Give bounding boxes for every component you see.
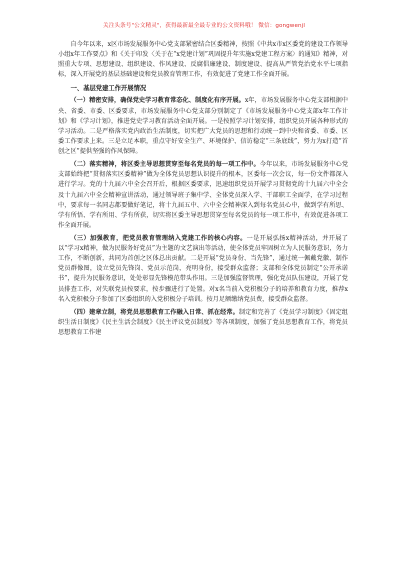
document-body — [58, 40, 348, 341]
item-paragraph-1 — [58, 96, 348, 157]
item-lead-4: （四）建章立制，将党员思想教育工作融入日常、抓在经常。 — [70, 308, 239, 316]
intro-paragraph: 自今年以来，x区市场发展服务中心党支部紧密结合区委精神，按照《中共x市x区委党的建设工作领导小组x年工作要点》和《关于印发〈关于在“x党建计划”巩固提升年实施x党建工程方案〉的通知》精神，对照重大专项、思想建设、组织建设、作风建设、反腐倡廉建设、制度建设、提高从严管党治党水平七项指标，深入开展党的基层基础建设和党员教育管理工作，有效促进了党建工作全面开展。 — [58, 41, 348, 79]
item-body-4: 制定和完善了《党员学习制度》《固定组织生活日制度》《民主生活会制度》《民主评议党员制度》等各项制度，加强了党员思想教育工作，将党员思想教育工作建 — [58, 308, 348, 337]
item-body-3: 一是开展弘扬x精神活动，并开展了以“学习x精神，做为民服务好党员”为主题的文艺演出等活动，使全体党员牢固树立为人民服务意识，务力工作，不断创新，共同为首创之区体总出贡献。二是开展“党员身份、当先锋”，通过统一佩戴党徽、制作党员群像图，设立党员先锋岗、党员示范岗，亮明身份，接受群众监督；支部和全体党员制定“公开承诺书”，提升为民服务意识，处处彰显先锋模范带头作用。三是加强监督管理，强化党员队伍建设，开展了党员排查工作，对失联党员按要求，按步骤进行了处置。对x名当前入党积极分子的培养和教育力度，推荐x名入党积极分子参加了区委组织的入党积极分子培训。按月足额缴纳党员费，接受群众监督。 — [58, 235, 348, 303]
item-paragraph-3 — [58, 234, 348, 305]
item-body-2: 今年以来，市场发展服务中心党支部始终把“贯彻落实区委精神”做为全体党员思想认识提升的根本，区委每一次会议，每一份文件都深入进行学习。党的十九届六中全会召开后，根据区委要求，迅速组织党员开展学习贯彻党的十九届六中全会及十九届六中全会精神宣讲活动，通过领导班子集中学、全体党员深入学、干部职工全面学，在学习过程中，要求每一名同志都要做好笔记，将十九届五中、六中全会精神深入到每名党员心中，做到学有所思、学有所悟、学有所用、学有所获，切实将区委主导思想贯穿至每名党员的每一项工作中，有效促进各项工作全面开展。 — [58, 161, 349, 229]
item-paragraph-2 — [58, 160, 348, 231]
header-banner: 关注头条号"公文精灵"，获得最新最全最专业的公文资料哦！ 微信：gongwenjl — [103, 23, 305, 29]
section-heading: 一、基层党建工作开展情况 — [70, 85, 147, 93]
item-lead-3: （三）加强教育，把党员教育管理纳入党建工作的核心内容。 — [70, 235, 247, 243]
item-lead-2: （二）落实精神，将区委主导思想贯穿至每名党员的每一项工作中。 — [70, 161, 260, 169]
item-paragraph-4 — [58, 308, 348, 338]
item-body-1: x年，市场发展服务中心党支部根据中央、省委、市委、区委要求，市场发展服务中心党支部分别制定了《市场发展服务中心党支部x年工作计划》和《学习计划》，推进党史学习教育活动全面开展。一是按照学习计划安排，组织党员开展各种形式的学习活动。二是严格落实党内政治生活制度，切实把广大党员的思想和行动统一到中央和省委、市委、区委工作要求上来。三是立足本职，重点守好安全生产、环境保护、信访稳定“三条底线”，努力为x打造“首创之区”提供坚强的作风保障。 — [58, 97, 348, 155]
item-lead-1: （一）精密安排，确保党史学习教育常态化、制度化有序开展。 — [70, 97, 245, 105]
